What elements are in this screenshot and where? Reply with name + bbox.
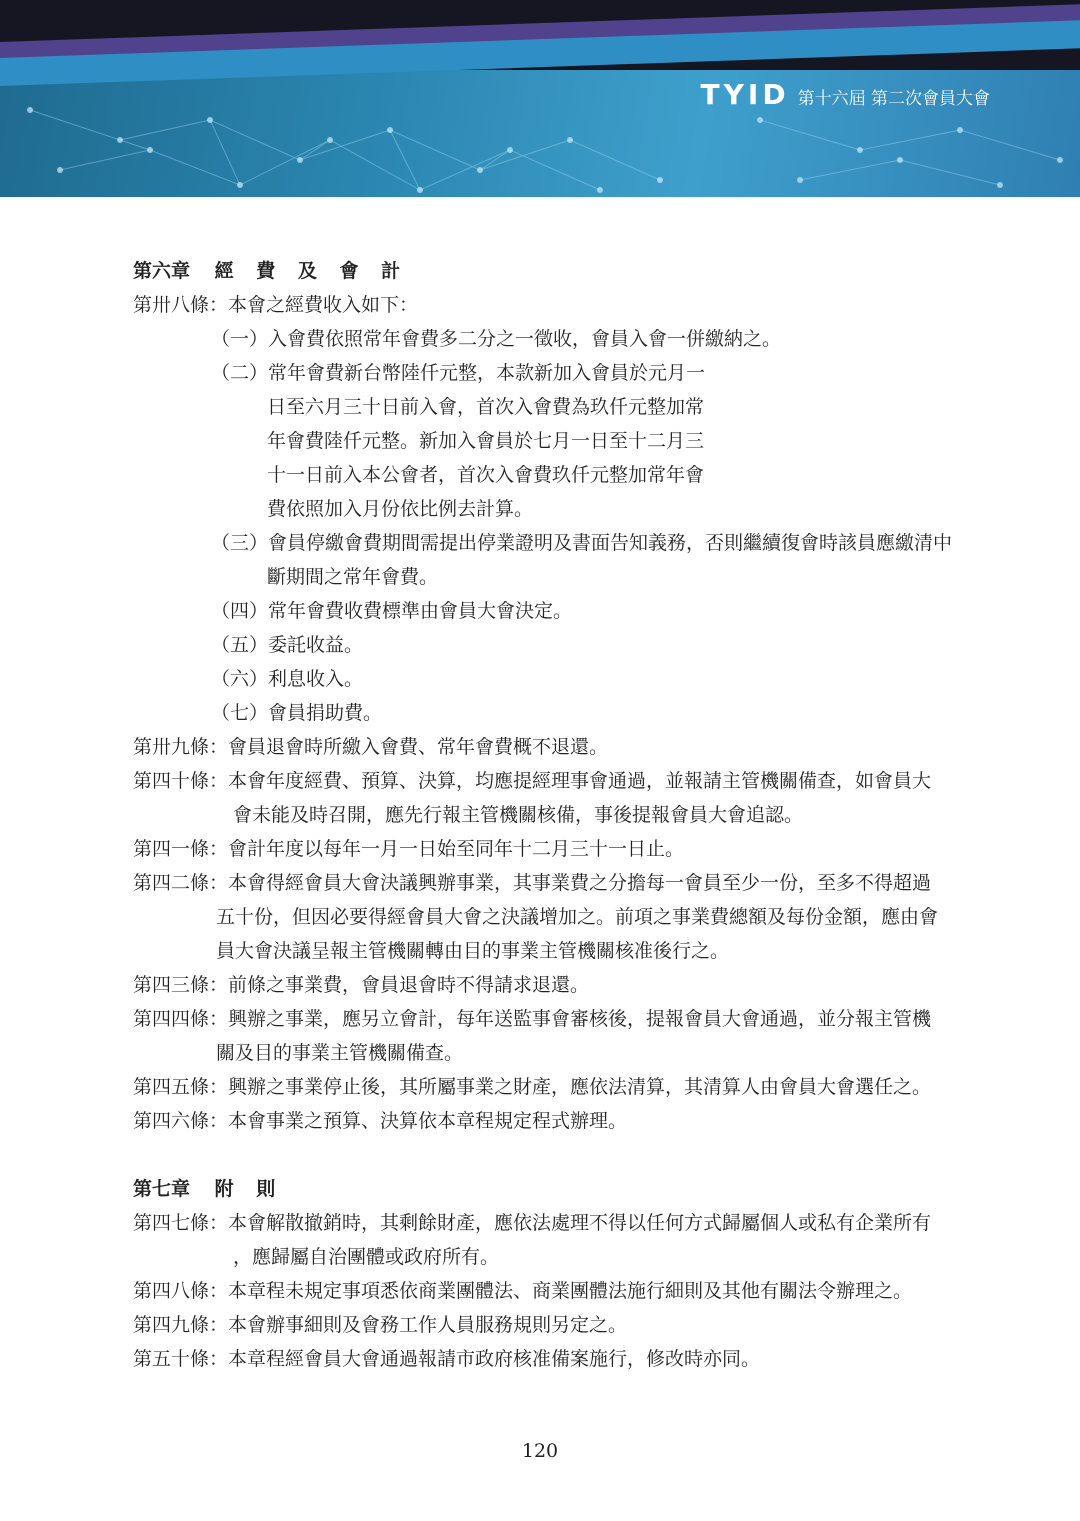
banner-title bbox=[701, 78, 990, 111]
article-38-item-cont: 十一日前入本公會者，首次入會費玖仟元整加常年會 bbox=[267, 464, 705, 486]
article-38-item: （四）常年會費收費標準由會員大會決定。 bbox=[211, 600, 573, 622]
article-44-cont: 關及目的事業主管機關備查。 bbox=[216, 1042, 464, 1064]
article-38-item: （二）常年會費新台幣陸仟元整，本款新加入會員於元月一 bbox=[211, 362, 706, 384]
article-40: 第四十條：本會年度經費、預算、決算，均應提經理事會通過，並報請主管機關備查，如會員大 bbox=[133, 770, 932, 792]
article-43: 第四三條：前條之事業費，會員退會時不得請求退還。 bbox=[133, 974, 590, 996]
article-42-cont: 員大會決議呈報主管機關轉由目的事業主管機關核准後行之。 bbox=[216, 940, 730, 962]
chapter7-heading bbox=[133, 1172, 993, 1206]
article-38-item: （三）會員停繳會費期間需提出停業證明及書面告知義務，否則繼續復會時該員應繳清中 bbox=[211, 532, 953, 554]
article-48: 第四八條：本章程未規定事項悉依商業團體法、商業團體法施行細則及其他有關法令辦理之。 bbox=[133, 1280, 913, 1302]
article-38: 第卅八條：本會之經費收入如下： bbox=[133, 294, 419, 316]
article-45: 第四五條：興辦之事業停止後，其所屬事業之財產，應依法清算，其清算人由會員大會選任之。 bbox=[133, 1076, 932, 1098]
chapter6-title: 經 費 及 會 計 bbox=[214, 260, 409, 282]
article-49: 第四九條：本會辦事細則及會務工作人員服務規則另定之。 bbox=[133, 1314, 628, 1336]
article-38-item-cont: 日至六月三十日前入會，首次入會費為玖仟元整加常 bbox=[267, 396, 705, 418]
tyid-logo: TYID bbox=[700, 78, 790, 111]
article-40-cont: 會未能及時召開，應先行報主管機關核備，事後提報會員大會追認。 bbox=[233, 804, 804, 826]
article-38-item-cont: 斷期間之常年會費。 bbox=[267, 566, 439, 588]
chapter7-title: 附 則 bbox=[214, 1178, 284, 1200]
article-41: 第四一條：會計年度以每年一月一日始至同年十二月三十一日止。 bbox=[133, 838, 685, 860]
article-38-item: （七）會員捐助費。 bbox=[211, 702, 383, 724]
article-38-item: （六）利息收入。 bbox=[211, 668, 364, 690]
chapter6-heading bbox=[133, 254, 993, 288]
document-body bbox=[133, 254, 993, 1376]
page-number: 120 bbox=[521, 1440, 559, 1462]
article-39: 第卅九條：會員退會時所繳入會費、常年會費概不退還。 bbox=[133, 736, 609, 758]
article-47-cont: ，應歸屬自治團體或政府所有。 bbox=[233, 1246, 500, 1268]
article-44: 第四四條：興辦之事業，應另立會計，每年送監事會審核後，提報會員大會通過，並分報主管機 bbox=[133, 1008, 932, 1030]
article-38-item-cont: 年會費陸仟元整。新加入會員於七月一日至十二月三 bbox=[267, 430, 705, 452]
section-gap bbox=[133, 1138, 993, 1172]
article-47: 第四七條：本會解散撤銷時，其剩餘財產，應依法處理不得以任何方式歸屬個人或私有企業所有 bbox=[133, 1212, 932, 1234]
article-50: 第五十條：本章程經會員大會通過報請市政府核准備案施行，修改時亦同。 bbox=[133, 1348, 761, 1370]
article-46: 第四六條：本會事業之預算、決算依本章程規定程式辦理。 bbox=[133, 1110, 628, 1132]
article-38-item: （一）入會費依照常年會費多二分之一徵收，會員入會一併繳納之。 bbox=[211, 328, 782, 350]
article-42-cont: 五十份，但因必要得經會員大會之決議增加之。前項之事業費總額及每份金額，應由會 bbox=[216, 906, 939, 928]
header-banner bbox=[0, 0, 1080, 197]
article-38-item: （五）委託收益。 bbox=[211, 634, 364, 656]
chapter7-number: 第七章 bbox=[133, 1178, 191, 1200]
article-42: 第四二條：本會得經會員大會決議興辦事業，其事業費之分擔每一會員至少一份，至多不得超過 bbox=[133, 872, 932, 894]
session-title: 第十六屆 第二次會員大會 bbox=[797, 89, 990, 109]
article-38-item-cont: 費依照加入月份依比例去計算。 bbox=[267, 498, 534, 520]
chapter6-number: 第六章 bbox=[133, 260, 191, 282]
